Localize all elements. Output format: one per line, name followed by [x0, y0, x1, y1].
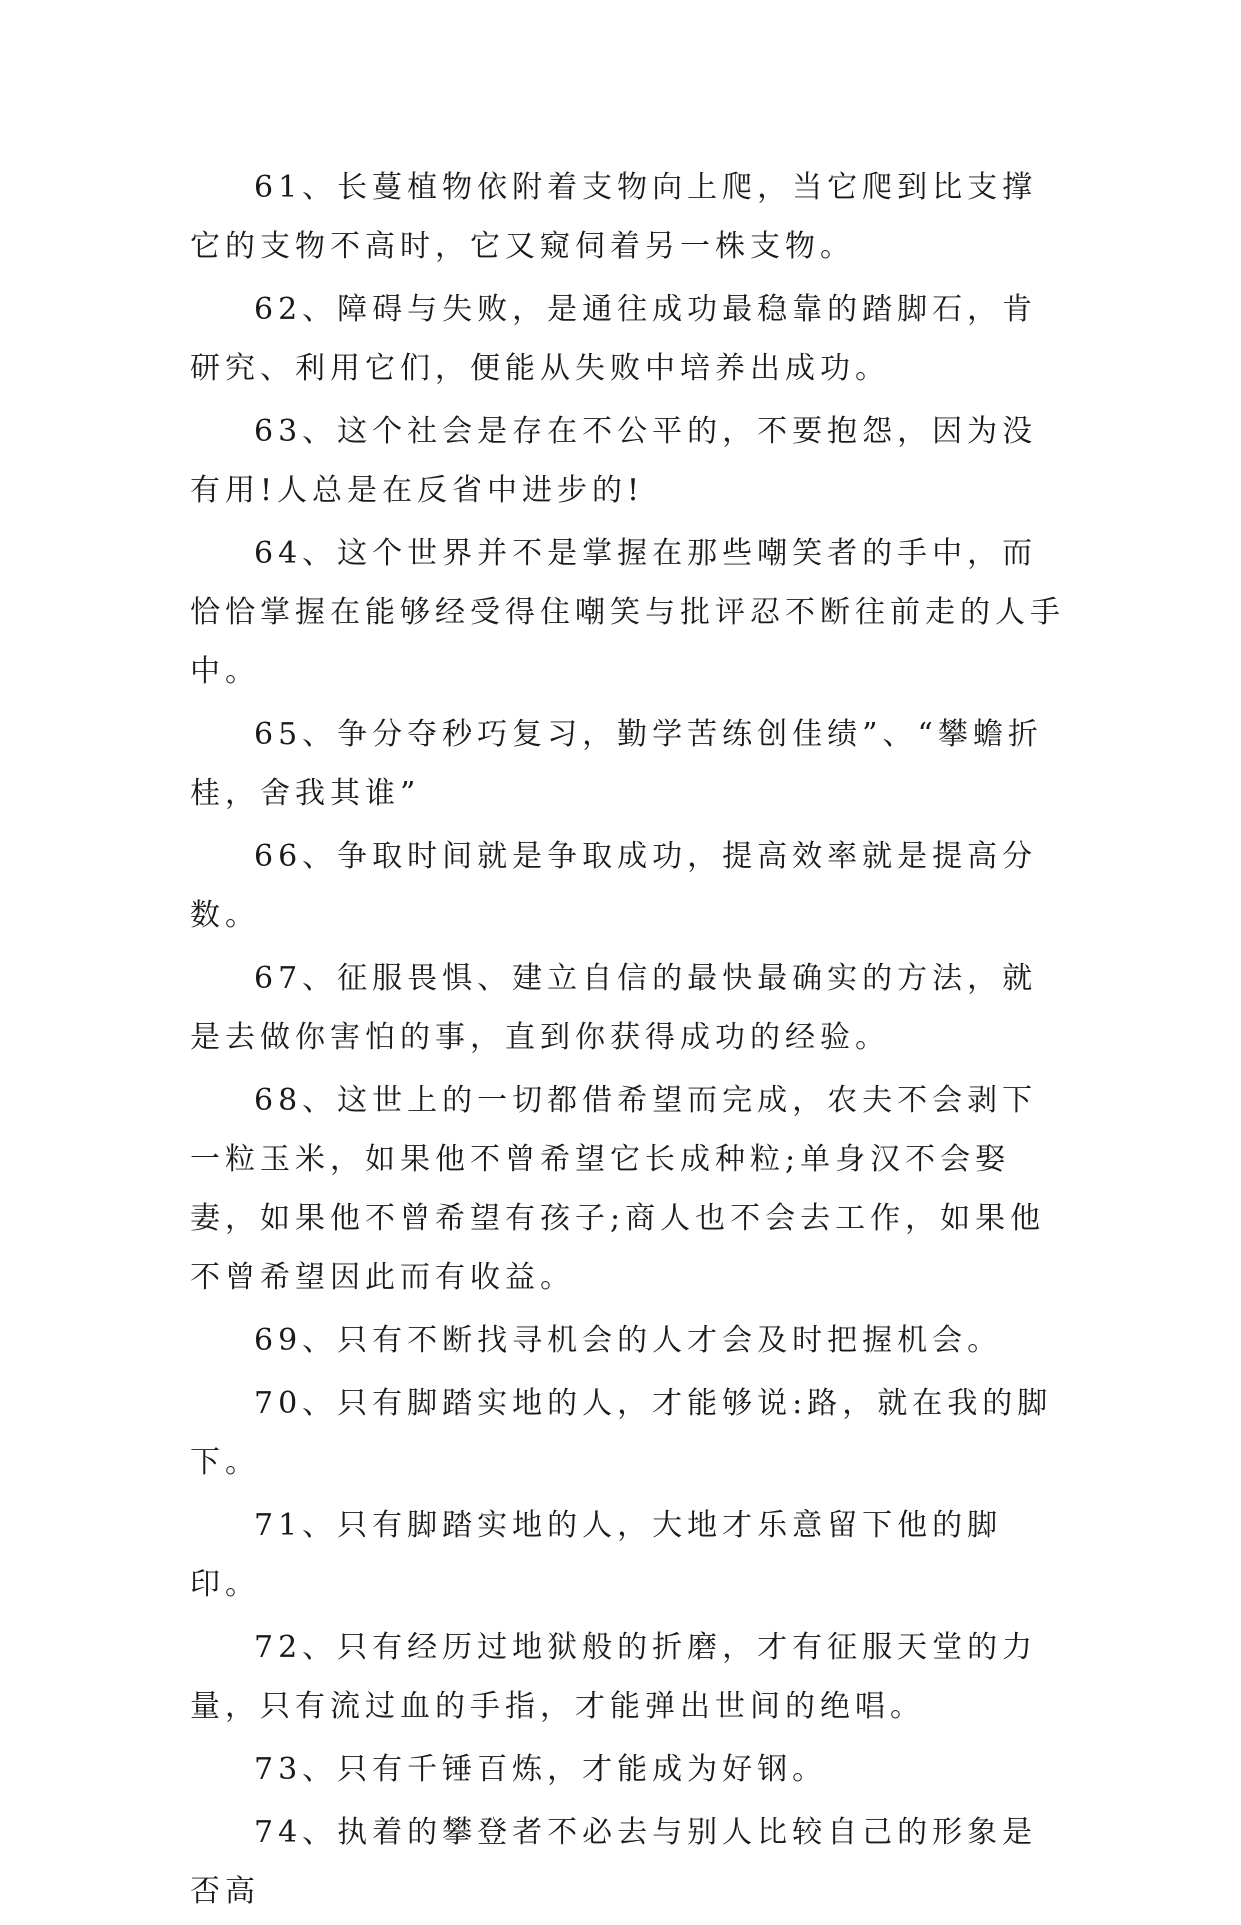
paragraph-70: 70、只有脚踏实地的人，才能够说:路，就在我的脚下。	[190, 1386, 1053, 1480]
paragraph-71: 71、只有脚踏实地的人，大地才乐意留下他的脚印。	[190, 1508, 1003, 1602]
paragraph-73: 73、只有千锤百炼，才能成为好钢。	[254, 1752, 828, 1787]
paragraph-61: 61、长蔓植物依附着支物向上爬，当它爬到比支撑它的支物不高时，它又窥伺着另一株支物。	[190, 170, 1038, 264]
paragraph-74: 74、执着的攀登者不必去与别人比较自己的形象是否高	[190, 1815, 1038, 1909]
paragraph-62: 62、障碍与失败，是通往成功最稳靠的踏脚石，肯研究、利用它们，便能从失败中培养出成功。	[190, 292, 1038, 386]
paragraph-69: 69、只有不断找寻机会的人才会及时把握机会。	[254, 1323, 1003, 1358]
paragraph-65: 65、争分夺秒巧复习，勤学苦练创佳绩”、“攀蟾折桂，舍我其谁”	[190, 717, 1043, 811]
paragraph-72: 72、只有经历过地狱般的折磨，才有征服天堂的力量，只有流过血的手指，才能弹出世间的绝唱。	[190, 1630, 1038, 1724]
paragraph-68: 68、这世上的一切都借希望而完成，农夫不会剥下一粒玉米，如果他不曾希望它长成种粒;单身汉不会娶妻，如果他不曾希望有孩子;商人也不会去工作，如果他不曾希望因此而有收益。	[190, 1083, 1046, 1295]
paragraph-64: 64、这个世界并不是掌握在那些嘲笑者的手中，而恰恰掌握在能够经受得住嘲笑与批评忍不断往前走的人手中。	[190, 536, 1065, 689]
paragraph-67: 67、征服畏惧、建立自信的最快最确实的方法，就是去做你害怕的事，直到你获得成功的经验。	[190, 961, 1038, 1055]
paragraph-63: 63、这个社会是存在不公平的，不要抱怨，因为没有用!人总是在反省中进步的!	[190, 414, 1038, 508]
document-body	[190, 158, 1065, 1925]
paragraph-66: 66、争取时间就是争取成功，提高效率就是提高分数。	[190, 839, 1038, 933]
